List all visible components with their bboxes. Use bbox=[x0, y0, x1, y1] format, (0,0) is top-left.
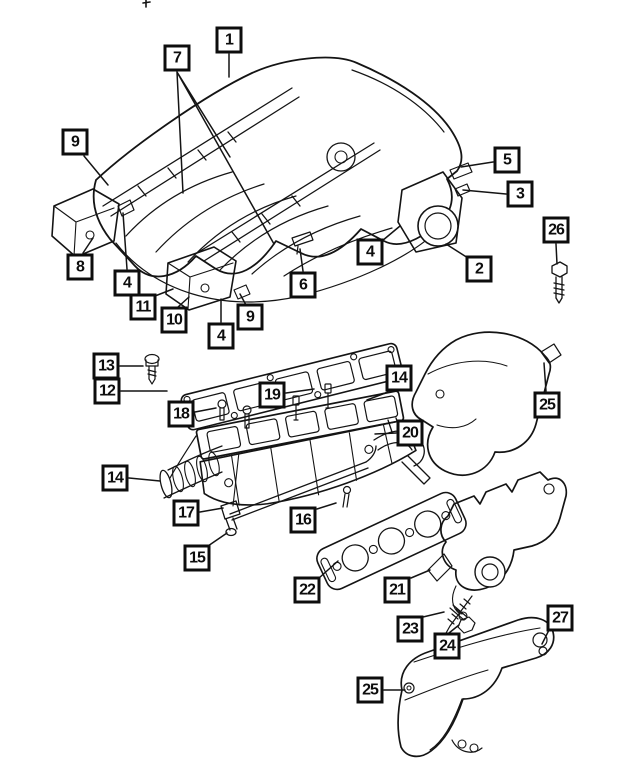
callout-6-label: 6 bbox=[299, 276, 307, 293]
callout-3-label: 3 bbox=[516, 185, 524, 202]
callout-4-center-label: 4 bbox=[217, 327, 225, 344]
callout-26-label: 26 bbox=[548, 221, 564, 238]
callout-18 bbox=[168, 401, 195, 428]
callout-16-label: 16 bbox=[295, 511, 311, 528]
callout-12-label: 12 bbox=[99, 382, 115, 399]
callout-8 bbox=[67, 254, 94, 281]
callout-14-right-label: 14 bbox=[391, 369, 407, 386]
callout-19 bbox=[259, 382, 286, 409]
callout-1 bbox=[216, 27, 243, 54]
callout-4-left bbox=[114, 270, 141, 297]
callout-7-label: 7 bbox=[173, 49, 181, 66]
callout-24-label: 24 bbox=[439, 637, 455, 654]
callout-13 bbox=[93, 353, 120, 380]
callout-27 bbox=[547, 605, 574, 632]
callout-2 bbox=[466, 256, 493, 283]
callout-27-label: 27 bbox=[552, 609, 568, 626]
callout-21-label: 21 bbox=[389, 581, 405, 598]
callout-21 bbox=[384, 577, 411, 604]
callout-10-label: 10 bbox=[166, 311, 182, 328]
callout-2-label: 2 bbox=[475, 260, 483, 277]
callout-23 bbox=[397, 616, 424, 643]
callout-13-label: 13 bbox=[98, 357, 114, 374]
callout-17 bbox=[173, 500, 200, 527]
callout-26 bbox=[543, 217, 570, 244]
callout-5 bbox=[494, 147, 521, 174]
callout-11 bbox=[130, 294, 157, 321]
callout-23-label: 23 bbox=[402, 620, 418, 637]
callout-15 bbox=[184, 545, 211, 572]
callout-20-label: 20 bbox=[402, 424, 418, 441]
callout-7 bbox=[164, 45, 191, 72]
callout-8-label: 8 bbox=[76, 258, 84, 275]
callout-9-top-label: 9 bbox=[71, 133, 79, 150]
callout-10 bbox=[161, 307, 188, 334]
callout-9-center-label: 9 bbox=[246, 308, 254, 325]
callout-12 bbox=[94, 378, 121, 405]
callout-4-center bbox=[208, 323, 235, 350]
callout-11-label: 11 bbox=[135, 298, 151, 315]
callout-25-upper-label: 25 bbox=[539, 396, 555, 413]
callout-20 bbox=[397, 420, 424, 447]
callout-4-throttle bbox=[357, 239, 384, 266]
callout-4-throttle-label: 4 bbox=[366, 243, 374, 260]
callout-18-label: 18 bbox=[173, 405, 189, 422]
callout-25-upper bbox=[534, 392, 561, 419]
callout-1-label: 1 bbox=[225, 31, 233, 48]
callout-14-right bbox=[386, 365, 413, 392]
callout-24 bbox=[434, 633, 461, 660]
callout-9-center bbox=[237, 304, 264, 331]
callout-19-label: 19 bbox=[264, 386, 280, 403]
callout-25-lower-label: 25 bbox=[362, 681, 378, 698]
callout-22 bbox=[294, 577, 321, 604]
callout-17-label: 17 bbox=[178, 504, 194, 521]
callout-9-top bbox=[62, 129, 89, 156]
callout-15-label: 15 bbox=[189, 549, 205, 566]
callout-16 bbox=[290, 507, 317, 534]
callout-5-label: 5 bbox=[503, 151, 511, 168]
callout-6 bbox=[290, 272, 317, 299]
callout-4-left-label: 4 bbox=[123, 274, 131, 291]
callout-3 bbox=[507, 181, 534, 208]
callout-25-lower bbox=[357, 677, 384, 704]
callout-22-label: 22 bbox=[299, 581, 315, 598]
callout-14-left-label: 14 bbox=[107, 469, 123, 486]
callout-14-left bbox=[102, 465, 129, 492]
